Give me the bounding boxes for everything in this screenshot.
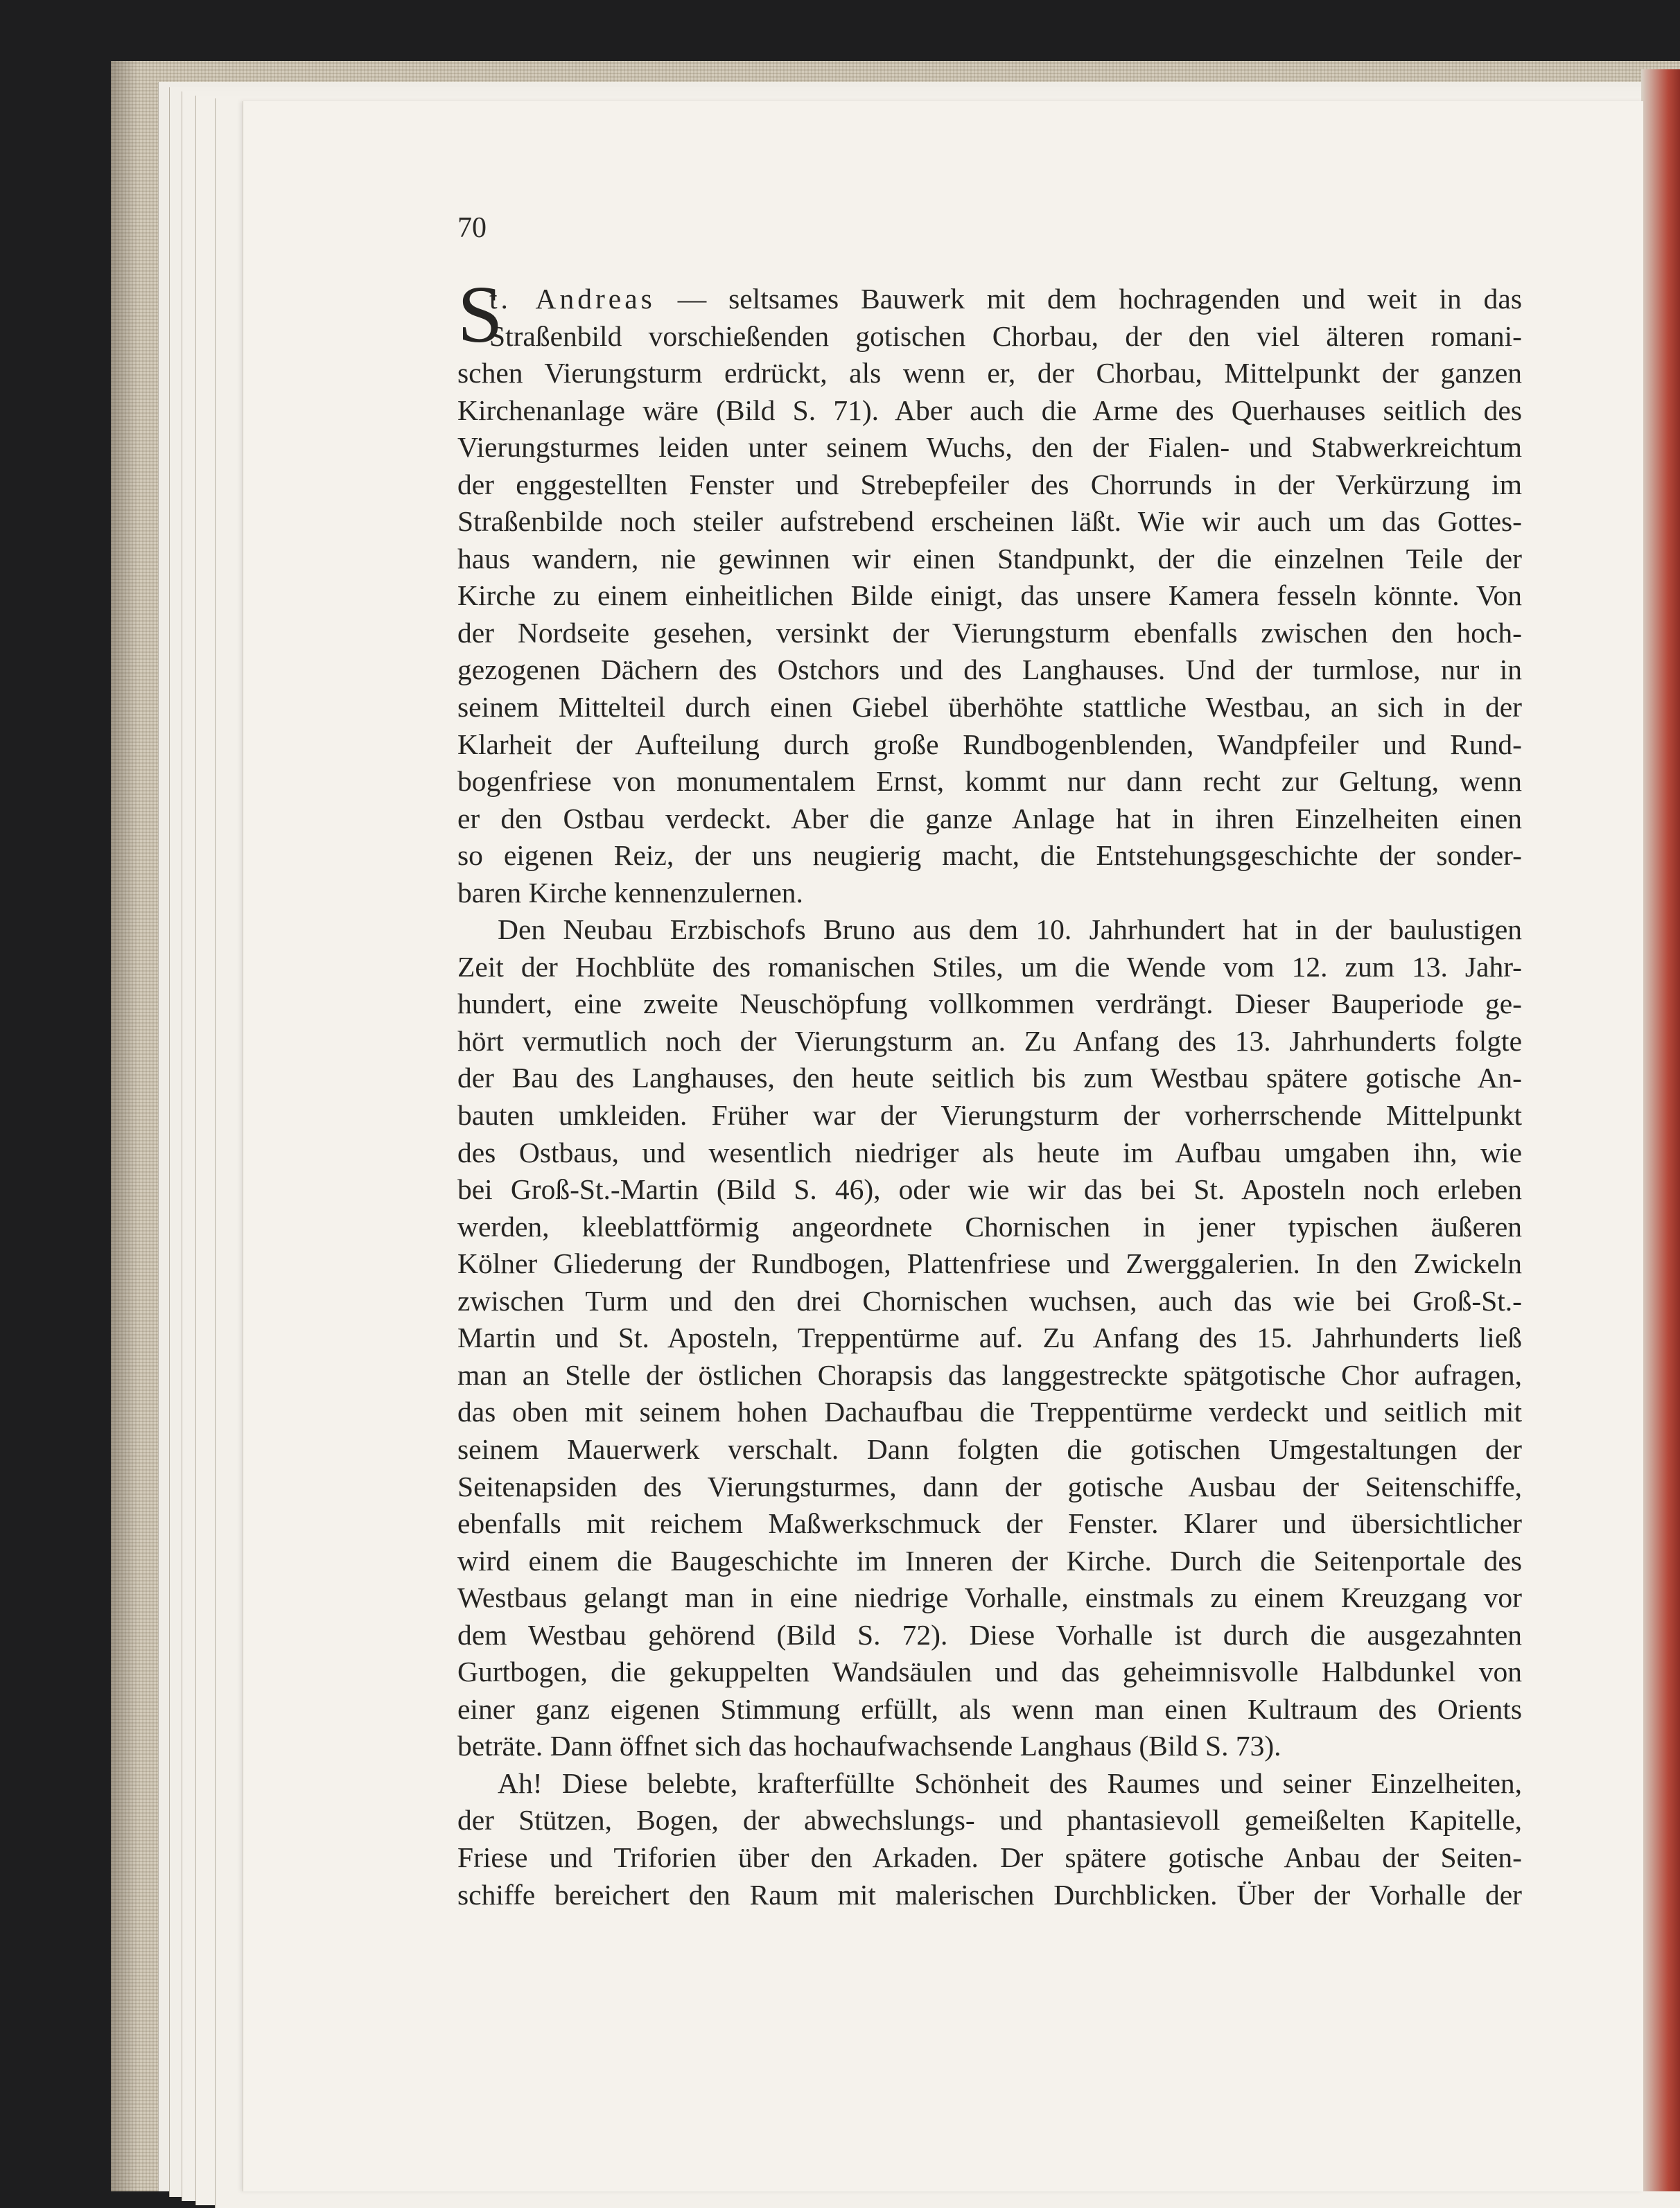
text-line: er den Ostbau verdeckt. Aber die ganze Anlage hat in ihren Einzelheiten einen — [457, 802, 1522, 834]
text-line: t. Andreas — seltsames Bauwerk mit dem hochragenden und weit in das — [489, 283, 1522, 315]
body-text — [457, 281, 1522, 1913]
text-line: schiffe bereichert den Raum mit malerischen Durchblicken. Über der Vorhalle der — [457, 1878, 1522, 1911]
text-line: beträte. Dann öffnet sich das hochaufwachsende Langhaus (Bild S. 73). — [457, 1730, 1281, 1762]
text-line: dem Westbau gehörend (Bild S. 72). Diese Vorhalle ist durch die ausgezahnten — [457, 1618, 1522, 1651]
text-line: so eigenen Reiz, der uns neugierig macht, die Entstehungsgeschichte der sonder- — [457, 839, 1522, 872]
text-line: Martin und St. Aposteln, Treppentürme auf. Zu Anfang des 15. Jahrhunderts ließ — [457, 1322, 1522, 1354]
text-line: seinem Mittelteil durch einen Giebel überhöhte stattliche Westbau, an sich in der — [457, 691, 1522, 724]
text-line: gezogenen Dächern des Ostchors und des Langhauses. Und der turmlose, nur in — [457, 654, 1522, 686]
text-line: hört vermutlich noch der Vierungsturm an. Zu Anfang des 13. Jahrhunderts folgte — [457, 1024, 1522, 1057]
text-line: Zeit der Hochblüte des romanischen Stiles, um die Wende vom 12. zum 13. Jahr- — [457, 950, 1522, 983]
text-line: Friese und Triforien über den Arkaden. Der spätere gotische Anbau der Seiten- — [457, 1841, 1522, 1873]
text-line: seinem Mauerwerk verschalt. Dann folgten die gotischen Umgestaltungen der — [457, 1432, 1522, 1465]
text-line: Kölner Gliederung der Rundbogen, Plattenfriese und Zwerggalerien. In den Zwickeln — [457, 1247, 1522, 1280]
text-line: zwischen Turm und den drei Chornischen wuchsen, auch das wie bei Groß-St.- — [457, 1284, 1522, 1317]
text-line: bauten umkleiden. Früher war der Vierungsturm der vorherrschende Mittelpunkt — [457, 1099, 1522, 1132]
text-line: ebenfalls mit reichem Maßwerkschmuck der Fenster. Klarer und übersichtlicher — [457, 1507, 1522, 1540]
text-line: Kirche zu einem einheitlichen Bilde einigt, das unsere Kamera fesseln könnte. Von — [457, 579, 1522, 612]
text-line: der Stützen, Bogen, der abwechslungs- und phantasievoll gemeißelten Kapitelle, — [457, 1804, 1522, 1837]
text-line: Straßenbild vorschießenden gotischen Chorbau, der den viel älteren romani- — [489, 319, 1522, 352]
text-line: Kirchenanlage wäre (Bild S. 71). Aber auch die Arme des Querhauses seitlich des — [457, 394, 1522, 426]
text-line: der Nordseite gesehen, versinkt der Vierungsturm ebenfalls zwischen den hoch- — [457, 616, 1522, 649]
paragraph-2 — [457, 911, 1522, 1765]
text-line: des Ostbaus, und wesentlich niedriger als heute im Aufbau umgaben ihn, wie — [457, 1136, 1522, 1168]
text-line: der Bau des Langhauses, den heute seitlich bis zum Westbau spätere gotische An- — [457, 1062, 1522, 1094]
paragraph-1 — [457, 281, 1522, 911]
spine-shadow — [111, 61, 139, 2191]
text-line: wird einem die Baugeschichte im Inneren der Kirche. Durch die Seitenportale des — [457, 1544, 1522, 1577]
text-line: bogenfriese von monumentalem Ernst, kommt nur dann recht zur Geltung, wenn — [457, 765, 1522, 798]
text-line: Seitenapsiden des Vierungsturmes, dann der gotische Ausbau der Seitenschiffe, — [457, 1470, 1522, 1502]
text-line: Ah! Diese belebte, krafterfüllte Schönheit des Raumes und seiner Einzelheiten, — [498, 1767, 1522, 1799]
text-line: man an Stelle der östlichen Chorapsis das langgestreckte spätgotische Chor aufragen, — [457, 1358, 1522, 1391]
text-line: Vierungsturmes leiden unter seinem Wuchs, den der Fialen- und Stabwerkreichtum — [457, 431, 1522, 464]
text-line: Den Neubau Erzbischofs Bruno aus dem 10. Jahrhundert hat in der baulustigen — [498, 913, 1522, 946]
text-line: Straßenbilde noch steiler aufstrebend erscheinen läßt. Wie wir auch um das Gottes- — [457, 505, 1522, 538]
text-line: werden, kleeblattförmig angeordnete Chornischen in jener typischen äußeren — [457, 1210, 1522, 1243]
text-line: haus wandern, nie gewinnen wir einen Standpunkt, der die einzelnen Teile der — [457, 542, 1522, 575]
paragraph-3 — [457, 1765, 1522, 1913]
text-line: der enggestellten Fenster und Strebepfeiler des Chorrunds in der Verkürzung im — [457, 468, 1522, 500]
text-line: bei Groß-St.-Martin (Bild S. 46), oder wie wir das bei St. Aposteln noch erleben — [457, 1173, 1522, 1206]
next-page-edge — [1641, 69, 1680, 2191]
text-line: Klarheit der Aufteilung durch große Rundbogenblenden, Wandpfeiler und Rund- — [457, 728, 1522, 760]
text-line: hundert, eine zweite Neuschöpfung vollkommen verdrängt. Dieser Bauperiode ge- — [457, 988, 1522, 1020]
text-line: das oben mit seinem hohen Dachaufbau die Treppentürme verdeckt und seitlich mit — [457, 1396, 1522, 1428]
lead-word: t. Andreas — [489, 283, 656, 315]
drop-cap: S — [457, 269, 503, 360]
text-line: Gurtbogen, die gekuppelten Wandsäulen und das geheimnisvolle Halbdunkel von — [457, 1656, 1522, 1688]
text-line: schen Vierungsturm erdrückt, als wenn er, der Chorbau, Mittelpunkt der ganzen — [457, 357, 1522, 389]
text-line: Westbaus gelangt man in eine niedrige Vorhalle, einstmals zu einem Kreuzgang vor — [457, 1581, 1522, 1614]
page-number: 70 — [457, 212, 487, 244]
text-line: einer ganz eigenen Stimmung erfüllt, als wenn man einen Kultraum des Orients — [457, 1692, 1522, 1725]
text-line: baren Kirche kennenzulernen. — [457, 876, 803, 909]
